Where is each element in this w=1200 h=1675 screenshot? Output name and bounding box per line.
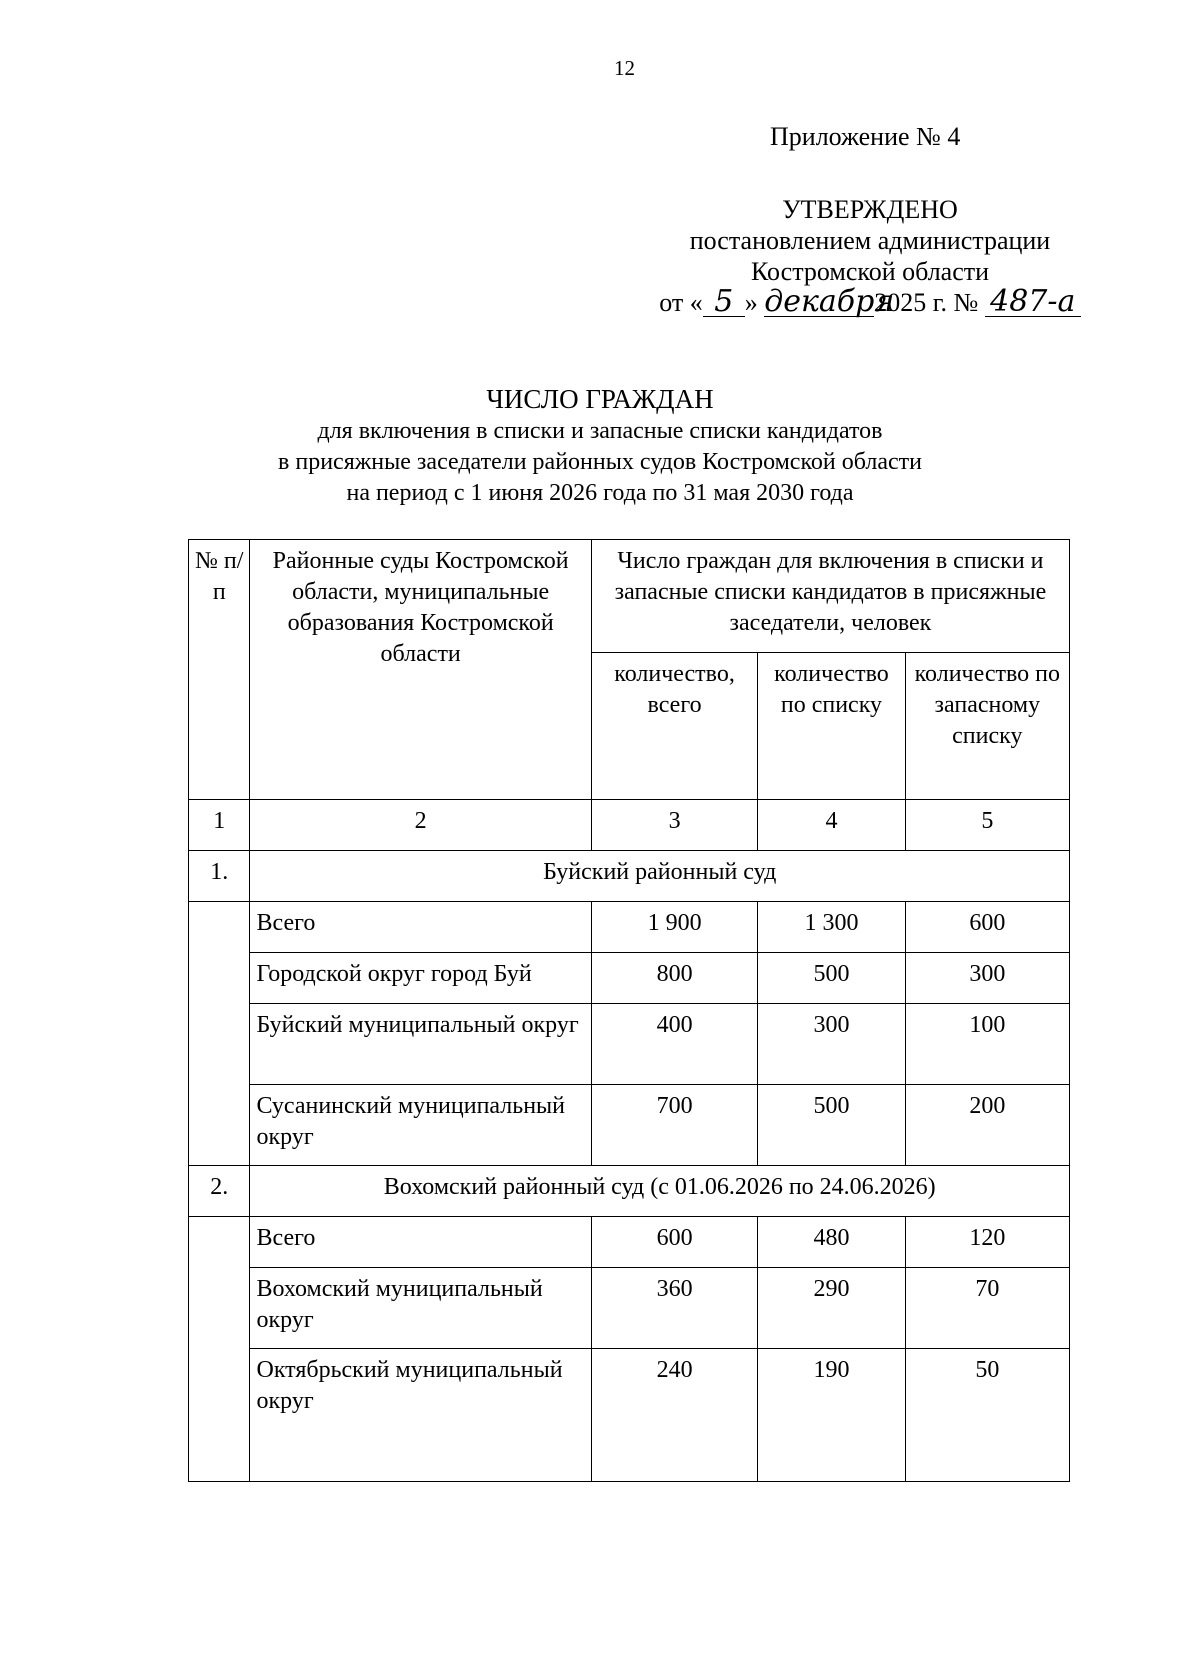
row-reserve: 70 — [905, 1268, 1069, 1349]
row-main: 290 — [758, 1268, 905, 1349]
court-number: 2. — [189, 1166, 250, 1217]
column-number: 1 — [189, 800, 250, 851]
jurors-table — [188, 539, 1070, 1482]
row-total: 240 — [591, 1349, 757, 1482]
row-total: 400 — [591, 1004, 757, 1085]
row-name: Всего — [250, 1217, 591, 1268]
row-name: Городской округ город Буй — [250, 953, 591, 1004]
date-prefix: от « — [659, 288, 703, 317]
row-main: 300 — [758, 1004, 905, 1085]
row-total: 1 900 — [591, 902, 757, 953]
table-row — [189, 1085, 1070, 1166]
court-name: Буйский районный суд — [250, 851, 1070, 902]
row-reserve: 100 — [905, 1004, 1069, 1085]
table-row — [189, 1217, 1070, 1268]
empty-cell — [189, 1217, 250, 1482]
document-title-block — [0, 382, 1200, 509]
court-row — [189, 1166, 1070, 1217]
header-main-list: количество по списку — [758, 653, 905, 800]
approval-date-line — [650, 284, 1090, 319]
row-reserve: 200 — [905, 1085, 1069, 1166]
row-total: 700 — [591, 1085, 757, 1166]
table-row — [189, 1004, 1070, 1085]
row-reserve: 300 — [905, 953, 1069, 1004]
column-number: 4 — [758, 800, 905, 851]
row-reserve: 50 — [905, 1349, 1069, 1482]
row-main: 480 — [758, 1217, 905, 1268]
column-number: 5 — [905, 800, 1069, 851]
handwritten-month: декабря — [764, 284, 895, 319]
empty-cell — [189, 902, 250, 1166]
row-name: Всего — [250, 902, 591, 953]
handwritten-number: 487-а — [985, 288, 1081, 317]
subtitle-line-2: в присяжные заседатели районных судов Костромской области — [278, 449, 922, 475]
row-reserve: 120 — [905, 1217, 1069, 1268]
row-total: 600 — [591, 1217, 757, 1268]
appendix-label: Приложение № 4 — [770, 122, 961, 151]
header-total: количество, всего — [591, 653, 757, 800]
row-total: 800 — [591, 953, 757, 1004]
row-main: 190 — [758, 1349, 905, 1482]
row-name: Октябрьский муниципальный округ — [250, 1349, 591, 1482]
row-name: Сусанинский муниципальный округ — [250, 1085, 591, 1166]
document-title: ЧИСЛО ГРАЖДАН — [486, 384, 714, 414]
header-group: Число граждан для включения в списки и запасные списки кандидатов в присяжные заседатели, человек — [591, 540, 1069, 653]
row-reserve: 600 — [905, 902, 1069, 953]
approval-line-2: Костромской области — [750, 257, 990, 286]
subtitle-line-3: на период с 1 июня 2026 года по 31 мая 2030 года — [346, 480, 854, 506]
subtitle-line-1: для включения в списки и запасные списки кандидатов — [317, 418, 883, 444]
court-name: Вохомский районный суд (с 01.06.2026 по 24.06.2026) — [250, 1166, 1070, 1217]
row-name: Вохомский муниципальный округ — [250, 1268, 591, 1349]
row-main: 500 — [758, 953, 905, 1004]
header-num: № п/п — [189, 540, 250, 800]
header-reserve: количество по запасному списку — [905, 653, 1069, 800]
table-row — [189, 1268, 1070, 1349]
row-name: Буйский муниципальный округ — [250, 1004, 591, 1085]
date-year: 2025 г. № — [874, 288, 979, 317]
table-row — [189, 902, 1070, 953]
row-main: 500 — [758, 1085, 905, 1166]
approval-line-1: постановлением администрации — [689, 226, 1051, 255]
court-number: 1. — [189, 851, 250, 902]
column-number: 3 — [591, 800, 757, 851]
handwritten-day: 5 — [703, 288, 745, 317]
table-row — [189, 1349, 1070, 1482]
date-mid: » — [744, 288, 758, 317]
column-number: 2 — [250, 800, 591, 851]
court-row — [189, 851, 1070, 902]
header-courts: Районные суды Костромской области, муниципальные образования Костромской области — [250, 540, 591, 800]
column-numbers-row — [189, 800, 1070, 851]
approval-block — [650, 194, 1090, 318]
row-total: 360 — [591, 1268, 757, 1349]
table-header-row — [189, 540, 1070, 653]
row-main: 1 300 — [758, 902, 905, 953]
page-number: 12 — [614, 56, 635, 80]
approved-heading: УТВЕРЖДЕНО — [782, 195, 958, 224]
table-row — [189, 953, 1070, 1004]
